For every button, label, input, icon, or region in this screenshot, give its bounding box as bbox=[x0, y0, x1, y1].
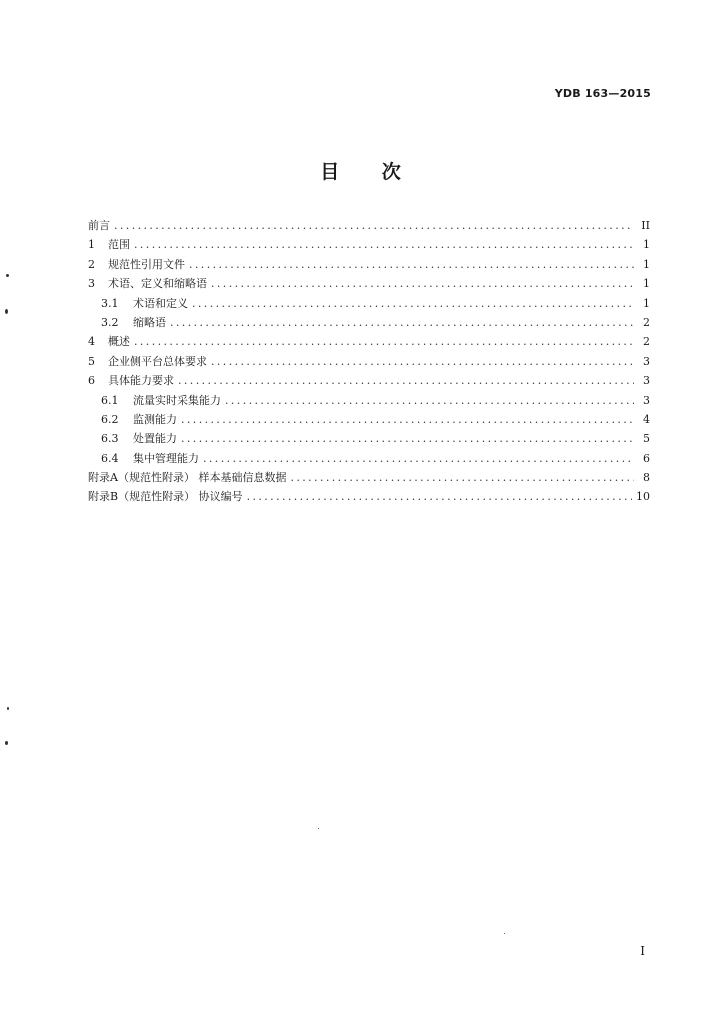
toc-entry-number: 3 bbox=[88, 277, 95, 291]
toc-entry-label: 前言 bbox=[88, 219, 110, 232]
scan-speck bbox=[504, 933, 505, 934]
toc-entry-page: 3 bbox=[643, 393, 650, 407]
document-code: YDB 163—2015 bbox=[554, 87, 651, 100]
toc-entry[interactable] bbox=[88, 487, 650, 506]
toc-leader-dots bbox=[211, 352, 634, 371]
toc-entry-number: 6.2 bbox=[101, 412, 119, 426]
toc-entry-page: 1 bbox=[643, 296, 650, 310]
toc-leader-dots bbox=[134, 332, 634, 351]
toc-entry-label: 规范性引用文件 bbox=[108, 257, 185, 271]
toc-entry-page: 8 bbox=[643, 471, 650, 485]
toc-entry[interactable] bbox=[88, 449, 650, 468]
toc-entry-page: 6 bbox=[643, 451, 650, 465]
toc-leader-dots bbox=[189, 255, 634, 274]
toc-entry-label: 企业侧平台总体要求 bbox=[108, 354, 207, 368]
toc-entry-number: 1 bbox=[88, 238, 95, 252]
toc-entry[interactable] bbox=[88, 274, 650, 293]
toc-entry-page: 2 bbox=[643, 315, 650, 329]
toc-entry-number: 3.2 bbox=[101, 315, 119, 329]
toc-entry[interactable] bbox=[88, 468, 650, 487]
toc-entry[interactable] bbox=[88, 332, 650, 351]
toc-leader-dots bbox=[178, 371, 634, 390]
toc-entry-number: 5 bbox=[88, 354, 95, 368]
scan-speck bbox=[7, 707, 9, 710]
toc-entry-label: 术语和定义 bbox=[133, 296, 188, 310]
toc-title: 目 次 bbox=[320, 161, 419, 183]
toc-entry[interactable] bbox=[88, 429, 650, 448]
scan-speck bbox=[5, 741, 8, 745]
toc-entry-page: 1 bbox=[643, 238, 650, 252]
toc-entry[interactable] bbox=[88, 410, 650, 429]
toc-entry-label: 术语、定义和缩略语 bbox=[108, 277, 207, 291]
scan-speck bbox=[318, 828, 319, 829]
toc-entry[interactable] bbox=[88, 371, 650, 390]
toc-entry-page: 1 bbox=[643, 277, 650, 291]
toc-entry-page: 3 bbox=[643, 374, 650, 388]
toc-entry-page: 4 bbox=[643, 412, 650, 426]
toc-entry[interactable] bbox=[88, 352, 650, 371]
toc-entry-label: 附录B（规范性附录） 协议编号 bbox=[88, 490, 243, 504]
toc-entry-number: 3.1 bbox=[101, 296, 119, 310]
toc-leader-dots bbox=[211, 274, 634, 293]
toc-entry[interactable] bbox=[88, 255, 650, 274]
toc-entry-label: 具体能力要求 bbox=[108, 374, 174, 388]
toc-leader-dots bbox=[181, 429, 634, 448]
toc-entry-label: 集中管理能力 bbox=[133, 451, 199, 465]
toc-entry-label: 缩略语 bbox=[133, 315, 166, 329]
toc-entry-page: 10 bbox=[636, 490, 650, 504]
toc-entry-number: 2 bbox=[88, 257, 95, 271]
toc-leader-dots bbox=[247, 487, 632, 506]
toc-entry[interactable] bbox=[88, 294, 650, 313]
toc-leader-dots bbox=[225, 391, 634, 410]
table-of-contents bbox=[88, 216, 650, 507]
toc-leader-dots bbox=[203, 449, 634, 468]
toc-leader-dots bbox=[134, 235, 634, 254]
toc-leader-dots bbox=[170, 313, 634, 332]
toc-entry-label: 流量实时采集能力 bbox=[133, 393, 221, 407]
page-number: I bbox=[640, 944, 645, 958]
toc-entry-page: 3 bbox=[643, 354, 650, 368]
toc-entry-page: 5 bbox=[643, 432, 650, 446]
toc-entry-label: 概述 bbox=[108, 335, 130, 349]
toc-leader-dots bbox=[192, 294, 634, 313]
toc-entry-number: 6 bbox=[88, 374, 95, 388]
toc-entry-number: 6.3 bbox=[101, 432, 119, 446]
toc-entry-number: 6.1 bbox=[101, 393, 119, 407]
toc-leader-dots bbox=[114, 216, 634, 235]
scan-speck bbox=[5, 309, 8, 314]
toc-entry-label: 范围 bbox=[108, 238, 130, 252]
toc-entry[interactable] bbox=[88, 235, 650, 254]
toc-entry-page: 1 bbox=[643, 257, 650, 271]
toc-entry-label: 处置能力 bbox=[133, 432, 177, 446]
toc-entry[interactable] bbox=[88, 391, 650, 410]
toc-entry-page: II bbox=[641, 219, 650, 232]
toc-entry[interactable] bbox=[88, 313, 650, 332]
toc-entry-number: 6.4 bbox=[101, 451, 119, 465]
toc-entry-page: 2 bbox=[643, 335, 650, 349]
toc-entry[interactable] bbox=[88, 216, 650, 235]
toc-leader-dots bbox=[290, 468, 634, 487]
toc-entry-label: 附录A（规范性附录） 样本基础信息数据 bbox=[88, 471, 287, 485]
toc-leader-dots bbox=[181, 410, 634, 429]
scan-speck bbox=[6, 274, 9, 277]
toc-entry-number: 4 bbox=[88, 335, 95, 349]
toc-entry-label: 监测能力 bbox=[133, 412, 177, 426]
